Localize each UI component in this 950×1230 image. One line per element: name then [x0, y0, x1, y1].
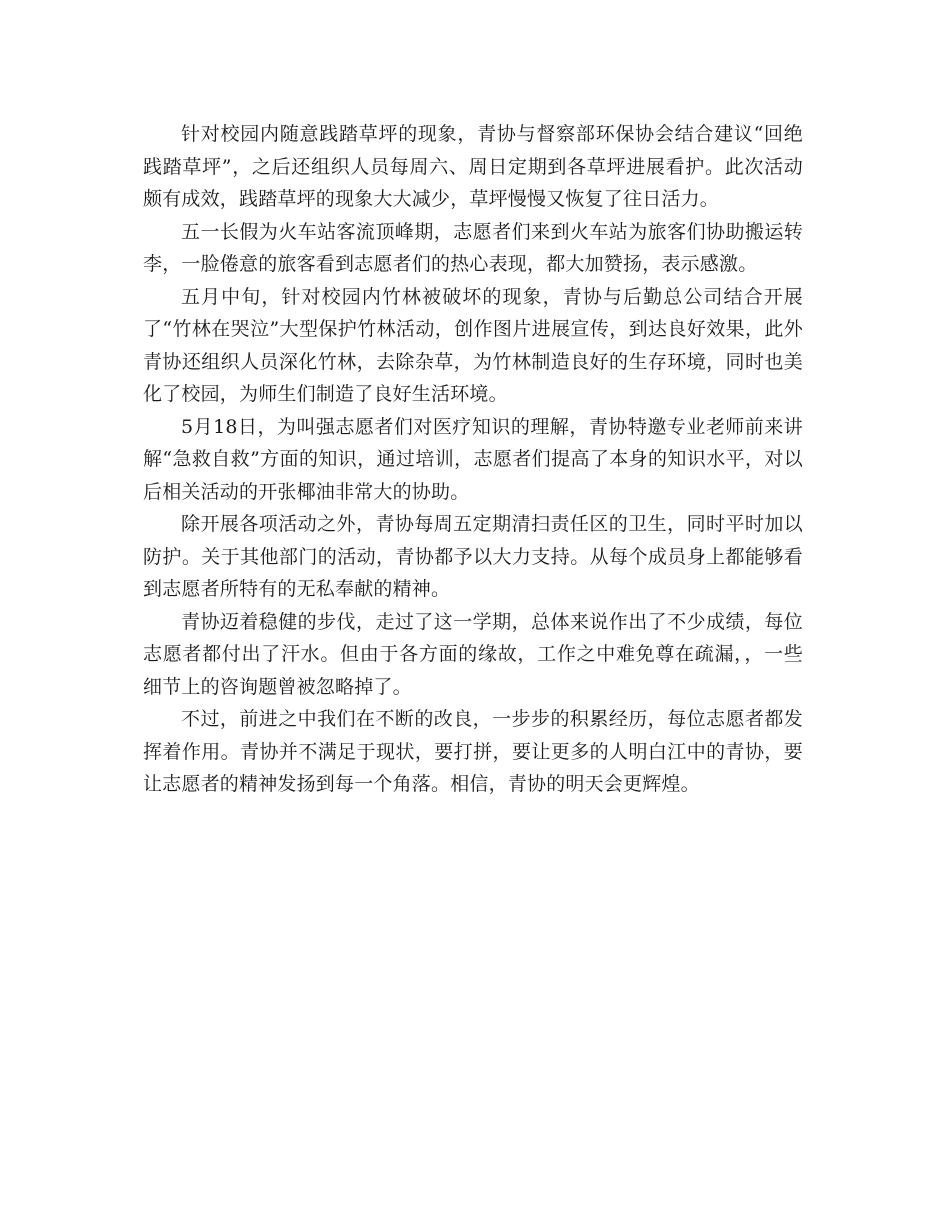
- paragraph-cleaning-duty: 除开展各项活动之外，青协每周五定期清扫责任区的卫生，同时平时加以防护。关于其他部门的活动，青协都予以大力支持。从每个成员身上都能够看到志愿者所特有的无私奉献的精神。: [143, 513, 803, 600]
- document-body: [143, 118, 803, 801]
- paragraph-first-aid-training: 5月18日，为叫强志愿者们对医疗知识的理解，青协特邀专业老师前来讲解“急救自救”方面的知识，通过培训，志愿者们提高了本身的知识水平，对以后相关活动的开张椰油非常大的协助。: [143, 415, 803, 503]
- paragraph-train-station: 五一长假为火车站客流顶峰期，志愿者们来到火车站为旅客们协助搬运转李，一脸倦意的旅客看到志愿者们的热心表现，都大加赞扬，表示感激。: [143, 220, 803, 275]
- paragraph-semester-summary: 青协迈着稳健的步伐，走过了这一学期，总体来说作出了不少成绩，每位志愿者都付出了汗水。但由于各方面的缘故，工作之中难免尊在疏漏，，一些细节上的咨询题曾被忽略掉了。: [143, 610, 803, 698]
- paragraph-lawn-protection: 针对校园内随意践踏草坪的现象，青协与督察部环保协会结合建议“回绝践踏草坪”，之后还组织人员每周六、周日定期到各草坪进展看护。此次活动颇有成效，践踏草坪的现象大大减少，草坪慢慢又恢复了往日活力。: [143, 123, 803, 210]
- paragraph-outlook: 不过，前进之中我们在不断的改良，一步步的积累经历，每位志愿者都发挥着作用。青协并不满足于现状，要打拼，要让更多的人明白江中的青协，要让志愿者的精神发扬到每一个角落。相信，青协的明天会更辉煌。: [143, 708, 803, 795]
- paragraph-bamboo-forest: 五月中旬，针对校园内竹林被破坏的现象，青协与后勤总公司结合开展了“竹林在哭泣”大型保护竹林活动，创作图片进展宣传，到达良好效果，此外青协还组织人员深化竹林，去除杂草，为竹林制造良好的生存环境，同时也美化了校园，为师生们制造了良好生活环境。: [143, 285, 803, 405]
